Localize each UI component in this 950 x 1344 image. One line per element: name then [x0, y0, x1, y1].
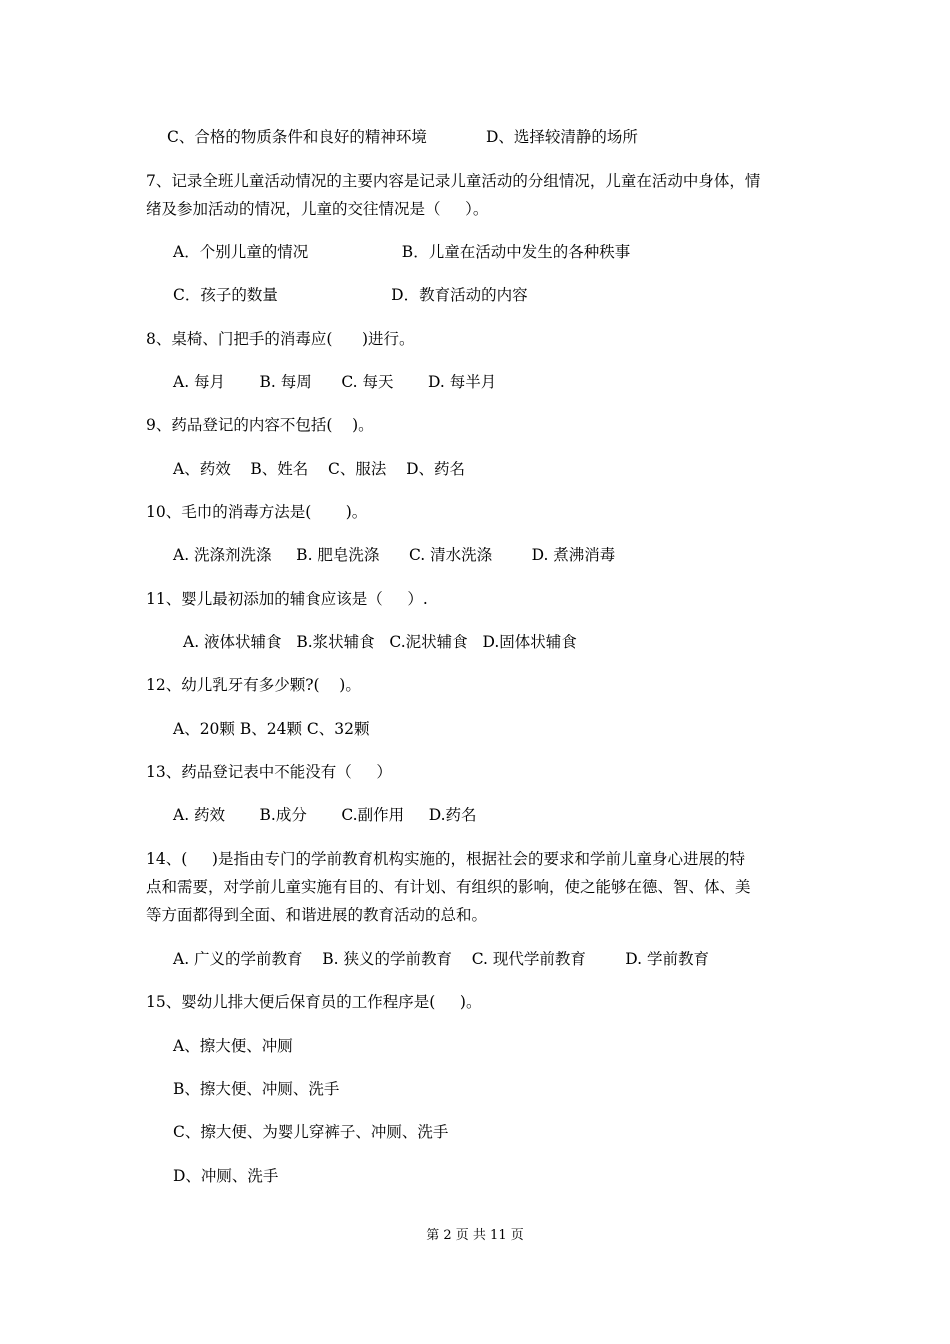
question-9-options: A、药效 B、姓名 C、服法 D、药名 — [173, 460, 465, 478]
question-10-options: A. 洗涤剂洗涤 B. 肥皂洗涤 C. 清水洗涤 D. 煮沸消毒 — [173, 546, 616, 564]
question-9-stem: 9、药品登记的内容不包括( )。 — [146, 416, 374, 434]
question-7-stem: 7、记录全班儿童活动情况的主要内容是记录儿童活动的分组情况，儿童在活动中身体，情 — [146, 172, 761, 190]
question-14-stem: 点和需要，对学前儿童实施有目的、有计划、有组织的影响，使之能够在德、智、体、美 — [146, 878, 751, 896]
question-15-option-c: C、擦大便、为婴儿穿裤子、冲厕、洗手 — [173, 1123, 449, 1141]
question-11-stem: 11、婴儿最初添加的辅食应该是（ ）. — [146, 590, 428, 608]
question-6-options: C、合格的物质条件和良好的精神环境 D、选择较清静的场所 — [167, 128, 638, 146]
question-14-options: A. 广义的学前教育 B. 狭义的学前教育 C. 现代学前教育 D. 学前教育 — [173, 950, 710, 968]
question-15-stem: 15、婴幼儿排大便后保育员的工作程序是( )。 — [146, 993, 482, 1011]
question-13-options: A. 药效 B.成分 C.副作用 D.药名 — [173, 806, 477, 824]
question-12-options: A、20颗 B、24颗 C、32颗 — [173, 720, 370, 738]
question-13-stem: 13、药品登记表中不能没有（ ） — [146, 763, 392, 781]
question-7-options: C．孩子的数量 D．教育活动的内容 — [173, 286, 528, 304]
question-11-options: A. 液体状辅食 B.浆状辅食 C.泥状辅食 D.固体状辅食 — [183, 633, 577, 651]
question-15-option-a: A、擦大便、冲厕 — [173, 1037, 293, 1055]
question-10-stem: 10、毛巾的消毒方法是( )。 — [146, 503, 368, 521]
question-8-stem: 8、桌椅、门把手的消毒应( )进行。 — [146, 330, 415, 348]
question-15-option-b: B、擦大便、冲厕、洗手 — [173, 1080, 340, 1098]
question-14-stem: 14、( )是指由专门的学前教育机构实施的，根据社会的要求和学前儿童身心进展的特 — [146, 850, 745, 868]
question-14-stem: 等方面都得到全面、和谐进展的教育活动的总和。 — [146, 906, 488, 924]
question-15-option-d: D、冲厕、洗手 — [173, 1167, 279, 1185]
question-7-options: A．个别儿童的情况 B．儿童在活动中发生的各种秩事 — [173, 243, 631, 261]
question-12-stem: 12、幼儿乳牙有多少颗?( )。 — [146, 676, 361, 694]
question-7-stem: 绪及参加活动的情况，儿童的交往情况是（ ）。 — [146, 200, 489, 218]
question-8-options: A. 每月 B. 每周 C. 每天 D. 每半月 — [173, 373, 497, 391]
page-number-footer: 第 2 页 共 11 页 — [426, 1228, 524, 1243]
